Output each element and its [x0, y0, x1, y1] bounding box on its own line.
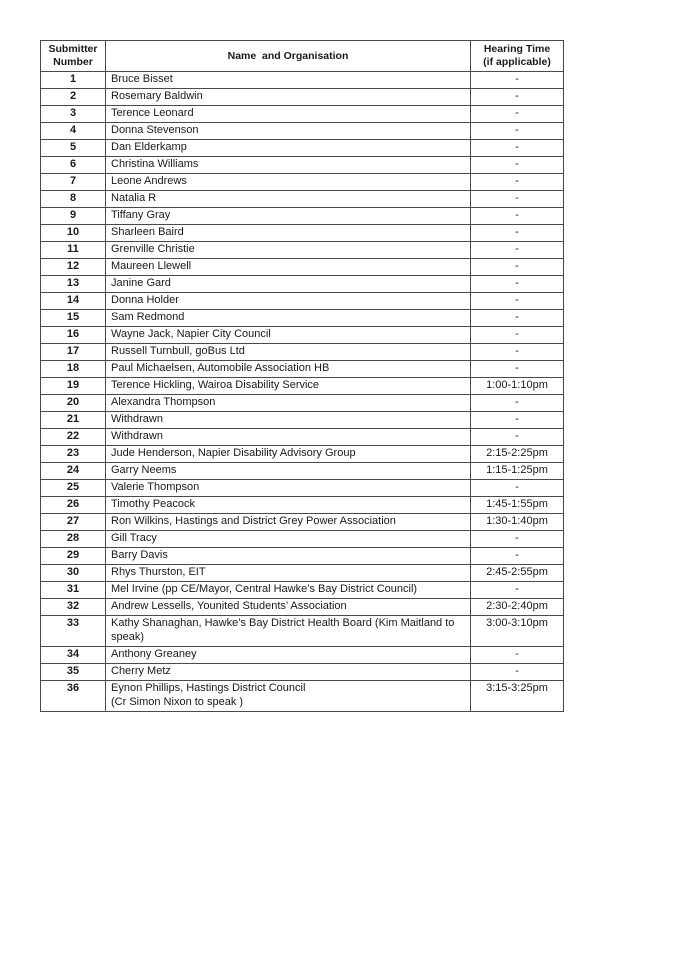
submitter-number-cell: 34 [41, 647, 106, 664]
hearing-time-cell: - [471, 191, 564, 208]
name-organisation-cell: Bruce Bisset [106, 72, 471, 89]
name-organisation-cell: Garry Neems [106, 463, 471, 480]
name-organisation-cell: Cherry Metz [106, 664, 471, 681]
hearing-time-cell: - [471, 548, 564, 565]
name-organisation-cell: Wayne Jack, Napier City Council [106, 327, 471, 344]
table-row [41, 293, 564, 310]
table-row [41, 412, 564, 429]
name-organisation-cell: Donna Holder [106, 293, 471, 310]
hearing-time-cell: - [471, 361, 564, 378]
submitter-number-cell: 15 [41, 310, 106, 327]
submitter-number-cell: 13 [41, 276, 106, 293]
hearing-time-cell: - [471, 123, 564, 140]
name-organisation-cell: Maureen Llewell [106, 259, 471, 276]
submitter-number-cell: 16 [41, 327, 106, 344]
hearing-time-cell: - [471, 395, 564, 412]
header-hearing-time: Hearing Time (if applicable) [471, 41, 564, 72]
table-row [41, 616, 564, 647]
submitter-number-cell: 7 [41, 174, 106, 191]
submitter-number-cell: 12 [41, 259, 106, 276]
hearing-time-cell: 2:30-2:40pm [471, 599, 564, 616]
name-organisation-cell: Mel Irvine (pp CE/Mayor, Central Hawke’s Bay District Council) [106, 582, 471, 599]
table-row [41, 123, 564, 140]
submitter-number-cell: 5 [41, 140, 106, 157]
table-row [41, 395, 564, 412]
table-row [41, 531, 564, 548]
hearing-time-cell: - [471, 531, 564, 548]
hearing-time-cell: - [471, 157, 564, 174]
name-organisation-cell: Rosemary Baldwin [106, 89, 471, 106]
name-organisation-cell: Donna Stevenson [106, 123, 471, 140]
table-row [41, 242, 564, 259]
name-organisation-cell: Tiffany Gray [106, 208, 471, 225]
hearing-time-cell: - [471, 344, 564, 361]
name-organisation-cell: Kathy Shanaghan, Hawke’s Bay District Health Board (Kim Maitland to speak) [106, 616, 471, 647]
hearing-time-cell: - [471, 140, 564, 157]
name-organisation-cell: Jude Henderson, Napier Disability Advisory Group [106, 446, 471, 463]
table-row [41, 310, 564, 327]
submitter-number-cell: 31 [41, 582, 106, 599]
name-organisation-cell: Withdrawn [106, 429, 471, 446]
name-organisation-cell: Barry Davis [106, 548, 471, 565]
table-row [41, 378, 564, 395]
name-organisation-cell: Paul Michaelsen, Automobile Association HB [106, 361, 471, 378]
table-row [41, 208, 564, 225]
table-row [41, 548, 564, 565]
table-row [41, 599, 564, 616]
table-row [41, 276, 564, 293]
header-row [41, 41, 564, 72]
hearing-time-cell: - [471, 72, 564, 89]
submitter-number-cell: 1 [41, 72, 106, 89]
table-row [41, 72, 564, 89]
table-row [41, 429, 564, 446]
hearing-time-cell: - [471, 310, 564, 327]
submitter-number-cell: 27 [41, 514, 106, 531]
submitter-number-cell: 24 [41, 463, 106, 480]
table-row [41, 140, 564, 157]
name-organisation-cell: Dan Elderkamp [106, 140, 471, 157]
table-row [41, 225, 564, 242]
name-organisation-cell: Janine Gard [106, 276, 471, 293]
hearing-time-cell: - [471, 106, 564, 123]
submitter-number-cell: 33 [41, 616, 106, 647]
name-organisation-cell: Terence Hickling, Wairoa Disability Service [106, 378, 471, 395]
hearing-time-cell: 1:00-1:10pm [471, 378, 564, 395]
submitter-number-cell: 23 [41, 446, 106, 463]
hearing-time-cell: - [471, 412, 564, 429]
table-row [41, 681, 564, 712]
hearing-time-cell: - [471, 225, 564, 242]
name-organisation-cell: Alexandra Thompson [106, 395, 471, 412]
name-organisation-cell: Ron Wilkins, Hastings and District Grey Power Association [106, 514, 471, 531]
hearing-time-cell: 2:15-2:25pm [471, 446, 564, 463]
name-organisation-cell: Anthony Greaney [106, 647, 471, 664]
hearing-time-cell: - [471, 582, 564, 599]
name-organisation-cell: Timothy Peacock [106, 497, 471, 514]
name-organisation-cell: Valerie Thompson [106, 480, 471, 497]
name-organisation-cell: Russell Turnbull, goBus Ltd [106, 344, 471, 361]
name-organisation-cell: Andrew Lessells, Younited Students’ Association [106, 599, 471, 616]
submitter-number-cell: 18 [41, 361, 106, 378]
table-row [41, 497, 564, 514]
table-row [41, 327, 564, 344]
name-organisation-cell: Leone Andrews [106, 174, 471, 191]
hearing-time-cell: 1:30-1:40pm [471, 514, 564, 531]
name-organisation-cell: Gill Tracy [106, 531, 471, 548]
table-row [41, 157, 564, 174]
hearing-time-cell: 3:15-3:25pm [471, 681, 564, 712]
submitter-number-cell: 3 [41, 106, 106, 123]
hearing-time-cell: - [471, 480, 564, 497]
submitter-number-cell: 9 [41, 208, 106, 225]
header-name-organisation: Name and Organisation [106, 41, 471, 72]
name-organisation-cell: Terence Leonard [106, 106, 471, 123]
hearing-time-cell: - [471, 276, 564, 293]
table-row [41, 344, 564, 361]
table-row [41, 647, 564, 664]
submitter-number-cell: 25 [41, 480, 106, 497]
submitter-number-cell: 22 [41, 429, 106, 446]
hearing-time-cell: - [471, 327, 564, 344]
name-organisation-cell: Natalia R [106, 191, 471, 208]
submitter-number-cell: 14 [41, 293, 106, 310]
table-row [41, 259, 564, 276]
header-submitter-number: Submitter Number [41, 41, 106, 72]
table-row [41, 514, 564, 531]
table-row [41, 174, 564, 191]
hearing-time-cell: - [471, 293, 564, 310]
name-organisation-cell: Sam Redmond [106, 310, 471, 327]
submitter-number-cell: 21 [41, 412, 106, 429]
table-row [41, 446, 564, 463]
hearing-time-cell: - [471, 208, 564, 225]
name-organisation-cell: Christina Williams [106, 157, 471, 174]
name-organisation-cell: Grenville Christie [106, 242, 471, 259]
submitter-number-cell: 2 [41, 89, 106, 106]
hearing-time-cell: - [471, 259, 564, 276]
submitters-table [40, 40, 564, 712]
submitter-number-cell: 4 [41, 123, 106, 140]
submitter-number-cell: 26 [41, 497, 106, 514]
submitter-number-cell: 17 [41, 344, 106, 361]
table-row [41, 361, 564, 378]
hearing-time-cell: 2:45-2:55pm [471, 565, 564, 582]
hearing-time-cell: - [471, 89, 564, 106]
table-row [41, 191, 564, 208]
table-row [41, 89, 564, 106]
name-organisation-cell: Eynon Phillips, Hastings District Council (Cr Simon Nixon to speak ) [106, 681, 471, 712]
hearing-time-cell: 3:00-3:10pm [471, 616, 564, 647]
submitter-number-cell: 30 [41, 565, 106, 582]
table-row [41, 480, 564, 497]
submitter-number-cell: 20 [41, 395, 106, 412]
submitter-number-cell: 32 [41, 599, 106, 616]
table-row [41, 565, 564, 582]
table-row [41, 582, 564, 599]
name-organisation-cell: Withdrawn [106, 412, 471, 429]
submitter-number-cell: 36 [41, 681, 106, 712]
submitter-number-cell: 8 [41, 191, 106, 208]
submitter-number-cell: 6 [41, 157, 106, 174]
submitter-number-cell: 35 [41, 664, 106, 681]
hearing-time-cell: 1:15-1:25pm [471, 463, 564, 480]
hearing-time-cell: - [471, 174, 564, 191]
hearing-time-cell: - [471, 647, 564, 664]
hearing-time-cell: - [471, 242, 564, 259]
name-organisation-cell: Rhys Thurston, EIT [106, 565, 471, 582]
hearing-time-cell: - [471, 664, 564, 681]
hearing-time-cell: - [471, 429, 564, 446]
table-row [41, 106, 564, 123]
submitter-number-cell: 28 [41, 531, 106, 548]
submitter-number-cell: 19 [41, 378, 106, 395]
table-row [41, 664, 564, 681]
submitter-number-cell: 29 [41, 548, 106, 565]
submitter-number-cell: 10 [41, 225, 106, 242]
name-organisation-cell: Sharleen Baird [106, 225, 471, 242]
table-row [41, 463, 564, 480]
submitter-number-cell: 11 [41, 242, 106, 259]
hearing-time-cell: 1:45-1:55pm [471, 497, 564, 514]
